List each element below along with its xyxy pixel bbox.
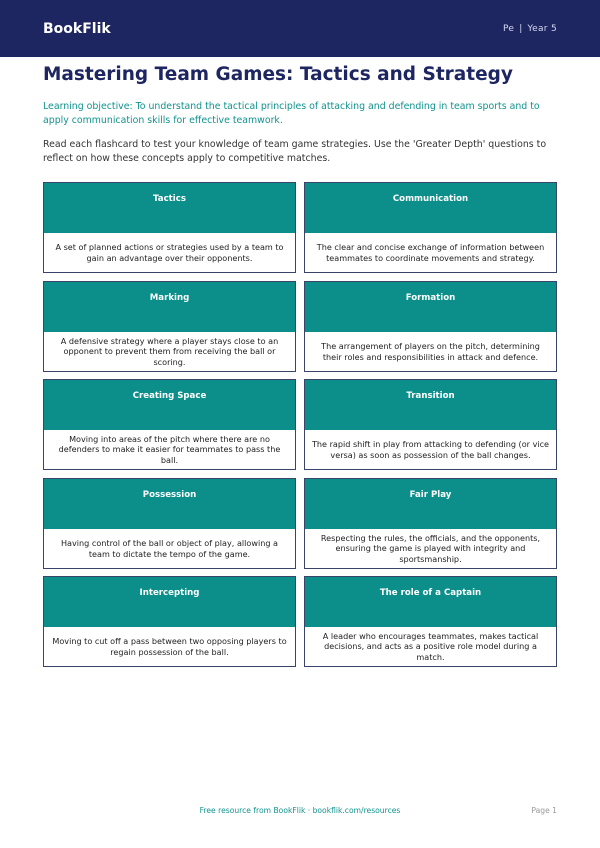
flashcard bbox=[43, 182, 296, 273]
learning-objective: Learning objective: To understand the tactical principles of attacking and defending in team sports and to apply communication skills for effective teamwork. bbox=[43, 101, 540, 126]
footer-credit: Free resource from BookFlik · bookflik.com/resources bbox=[199, 806, 401, 815]
flashcard bbox=[304, 281, 557, 372]
flashcard-definition: A defensive strategy where a player stays close to an opponent to prevent them from receiving the ball or scoring. bbox=[60, 335, 279, 367]
flashcard-term: Creating Space bbox=[44, 380, 295, 430]
flashcard-definition: Respecting the rules, the officials, and the opponents, ensuring the game is played with integrity and sportsmanship. bbox=[320, 532, 541, 564]
flashcard-definition: Moving to cut off a pass between two opposing players to regain possession of the ball. bbox=[52, 635, 287, 657]
flashcard-definition: A set of planned actions or strategies used by a team to gain an advantage over their opponents. bbox=[55, 241, 284, 263]
flashcard-term: Fair Play bbox=[305, 479, 556, 529]
flashcard-term: Formation bbox=[305, 282, 556, 332]
flashcard bbox=[304, 182, 557, 273]
subject-label: Pe bbox=[502, 23, 515, 34]
subject-year-label bbox=[503, 24, 557, 34]
page-number: Page 1 bbox=[531, 806, 557, 815]
flashcard-definition: A leader who encourages teammates, makes tactical decisions, and acts as a positive role model during a match. bbox=[322, 630, 539, 662]
page-header bbox=[0, 0, 600, 57]
flashcard bbox=[43, 478, 296, 569]
page-title: Mastering Team Games: Tactics and Strategy bbox=[43, 64, 513, 85]
brand-logo: BookFlik bbox=[43, 20, 111, 37]
flashcard bbox=[304, 478, 557, 569]
flashcard bbox=[304, 576, 557, 667]
flashcard-definition: Moving into areas of the pitch where there are no defenders to make it easier for teammates to pass the ball. bbox=[58, 433, 281, 465]
flashcard bbox=[43, 281, 296, 372]
flashcard-term: Tactics bbox=[44, 183, 295, 233]
flashcard-definition: Having control of the ball or object of play, allowing a team to dictate the tempo of the game. bbox=[60, 537, 279, 559]
flashcard-term: Marking bbox=[44, 282, 295, 332]
flashcard bbox=[43, 379, 296, 470]
intro-text: Read each flashcard to test your knowledge of team game strategies. Use the 'Greater Depth' questions to reflect on how these concepts apply to competitive matches. bbox=[43, 139, 547, 164]
flashcard bbox=[43, 576, 296, 667]
meta-separator: | bbox=[519, 23, 523, 34]
flashcard-term: Communication bbox=[305, 183, 556, 233]
flashcard-term: The role of a Captain bbox=[305, 577, 556, 627]
flashcard-definition: The clear and concise exchange of information between teammates to coordinate movements and strategy. bbox=[316, 241, 545, 263]
flashcard-term: Transition bbox=[305, 380, 556, 430]
flashcard bbox=[304, 379, 557, 470]
flashcard-definition: The rapid shift in play from attacking to defending (or vice versa) as soon as possession of the ball changes. bbox=[311, 438, 550, 460]
flashcard-definition: The arrangement of players on the pitch, determining their roles and responsibilities in attack and defence. bbox=[321, 340, 540, 362]
flashcard-term: Intercepting bbox=[44, 577, 295, 627]
year-label: Year 5 bbox=[527, 23, 557, 34]
flashcard-term: Possession bbox=[44, 479, 295, 529]
